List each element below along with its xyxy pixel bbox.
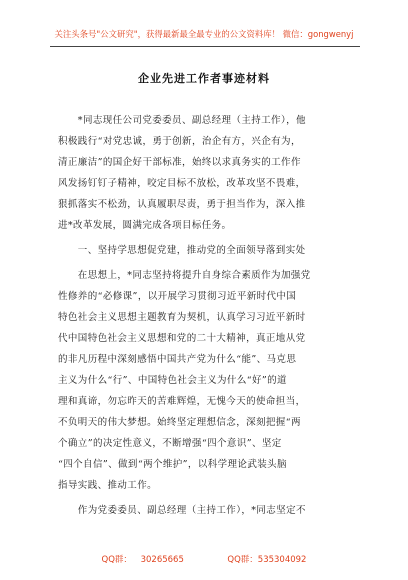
footer-contact: [0, 553, 408, 565]
paragraph-line: 主义为什么“行”、中国特色社会主义为什么“好”的道: [58, 375, 287, 386]
paragraph-line: 在思想上，*同志坚持将提升自身综合素质作为加强党: [58, 270, 311, 281]
paragraph-line: 性修养的“必修课”，以开展学习贯彻习近平新时代中国: [58, 291, 297, 302]
document-title: 企业先进工作者事迹材料: [138, 72, 270, 85]
paragraph-line: 清正廉洁”的国企好干部标准，始终以求真务实的工作作: [58, 157, 301, 168]
paragraph-line: 狠抓落实不松劲，认真履职尽责，勇于担当作为，深入推: [58, 199, 306, 210]
paragraph-line: 个确立”的决定性意义，不断增强“四个意识”、坚定: [58, 438, 282, 449]
paragraph-line: 积极践行“对党忠诚，勇于创新，治企有方，兴企有为，: [58, 136, 301, 147]
paragraph-line: 进*改革发展，圆满完成各项目标任务。: [58, 220, 232, 231]
paragraph-line: 代中国特色社会主义思想和党的二十大精神，真正地从党: [58, 333, 306, 344]
paragraph-line: 不负明天的伟大梦想。始终坚定理想信念，深刻把握“两: [58, 417, 301, 428]
paragraph-line: *同志现任公司党委委员、副总经理（主持工作），他: [58, 115, 306, 126]
footer-qq-group-1: QQ群： 30265665: [101, 555, 184, 565]
paragraph-line: 特色社会主义思想主题教育为契机，认真学习习近平新时: [58, 312, 306, 323]
paragraph-line: 的非凡历程中深刻感悟中国共产党为什么“能”、马克思: [58, 354, 297, 365]
paragraph-line: “四个自信”、做到“两个维护”，以科学理论武装头脑: [58, 459, 287, 470]
header-banner: 关注头条号"公文研究"，获得最新最全最专业的公文资料库！ 微信：gongwenyj: [54, 29, 354, 39]
paragraph-line: 指导实践、推动工作。: [58, 480, 158, 491]
document-body: [58, 110, 358, 521]
paragraph-line: 理和真谛，勿忘昨天的苦难辉煌，无愧今天的使命担当，: [58, 396, 306, 407]
paragraph-line: 作为党委委员、副总经理（主持工作），*同志坚定不: [58, 505, 306, 516]
paragraph-line: 风发扬钉钉子精神，咬定目标不放松，改革攻坚不畏难，: [58, 178, 306, 189]
footer-qq-group-2: QQ群：535304092: [227, 555, 307, 565]
section-heading: 一、坚持学思想促党建，推动党的全面领导落到实处: [58, 245, 306, 256]
header-divider: [50, 46, 360, 47]
